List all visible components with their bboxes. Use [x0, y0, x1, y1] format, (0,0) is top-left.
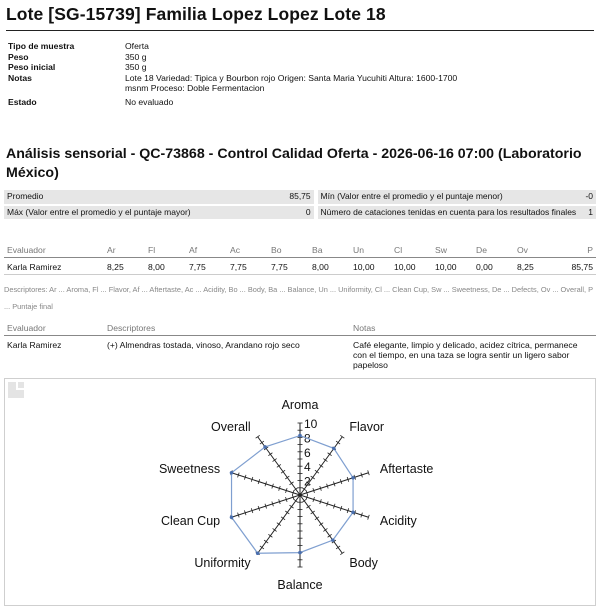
radar-tick-mark	[268, 534, 272, 537]
info-label: Notas	[8, 72, 32, 83]
cell-notes: Café elegante, limpio y delicado, acidez cítrica, permanece con el tiempo, en una taza se logra sentir un ligero sabor papeloso	[353, 340, 578, 370]
radar-data-point	[331, 538, 335, 542]
summary-row	[4, 205, 596, 221]
radar-tick-mark	[323, 459, 327, 462]
radar-tick-mark	[281, 517, 285, 520]
radar-tick-mark	[315, 517, 319, 520]
col-header: P	[555, 243, 596, 258]
summary-label-promedio: Promedio	[4, 190, 286, 205]
summary-value-promedio: 85,75	[286, 190, 313, 205]
col-header: Sw	[432, 243, 473, 258]
radar-axis-label: Clean Cup	[161, 513, 221, 528]
summary-value-count: 1	[582, 205, 596, 221]
scores-table	[4, 243, 596, 275]
info-value: Lote 18 Variedad: Tipica y Bourbon rojo Origen: Santa Maria Yucuhiti Altura: 1600-1700 msnm Proceso: Doble Fermentacion	[125, 72, 458, 94]
summary-value-max: 0	[286, 205, 313, 221]
info-value: 350 g	[125, 51, 147, 62]
cell-score: 10,00	[391, 258, 432, 275]
radar-tick-mark	[277, 464, 281, 467]
radar-tick-mark	[336, 441, 340, 444]
radar-tick-mark	[328, 534, 332, 537]
radar-tick-mark	[285, 511, 289, 514]
radar-data-point	[263, 445, 267, 449]
cell-score: 8,25	[514, 258, 555, 275]
page-title: Lote [SG-15739] Familia Lopez Lopez Lote 18	[6, 4, 386, 24]
summary-label-max: Máx (Valor entre el promedio y el puntaje mayor)	[4, 205, 286, 221]
info-label: Peso inicial	[8, 62, 56, 73]
radar-data-point	[298, 551, 302, 555]
summary-label-min: Mín (Valor entre el promedio y el puntaje menor)	[318, 190, 583, 205]
cell-score: 10,00	[432, 258, 473, 275]
radar-tick-mark	[340, 552, 344, 555]
info-row-status	[8, 94, 478, 108]
radar-tick-mark	[319, 523, 323, 526]
col-header: Af	[186, 243, 227, 258]
brand-logo-icon	[5, 379, 27, 401]
radar-tick-mark	[290, 482, 294, 485]
cell-score: 7,75	[186, 258, 227, 275]
radar-data-point	[230, 471, 234, 475]
cell-score: 0,00	[473, 258, 514, 275]
radar-tick-mark	[273, 528, 277, 531]
radar-tick-mark	[294, 499, 298, 502]
info-value: No evaluado	[125, 96, 174, 107]
col-header: Evaluador	[4, 321, 104, 336]
radar-tick-mark	[302, 499, 306, 502]
radar-axis-label: Flavor	[349, 420, 385, 435]
info-value: 350 g	[125, 62, 147, 73]
col-header: Cl	[391, 243, 432, 258]
col-header: Notas	[350, 321, 596, 336]
lot-info-table	[8, 41, 478, 108]
cell-score: 8,25	[104, 258, 145, 275]
radar-tick-mark	[315, 470, 319, 473]
radar-tick-mark	[285, 476, 289, 479]
info-label: Peso	[8, 51, 29, 62]
descriptor-legend: Descriptores: Ar ... Aroma, Fl ... Flavor, Af ... Aftertaste, Ac ... Acidity, Bo ... Body, Ba ... Balance, Un ... Uniformity, Cl ... Clean Cup, Sw ... Sweetness, De ... Defects, Ov ... Overall, P ... Puntaje final	[4, 285, 593, 311]
table-row	[4, 336, 596, 375]
radar-tick-mark	[306, 505, 310, 508]
radar-tick-label: 8	[304, 431, 311, 446]
summary-value-min: -0	[582, 190, 596, 205]
radar-data-point	[351, 476, 355, 480]
radar-tick-mark	[328, 453, 332, 456]
radar-tick-mark	[268, 453, 272, 456]
radar-tick-mark	[273, 459, 277, 462]
info-label: Estado	[8, 96, 37, 107]
info-row-initial-weight	[8, 62, 478, 73]
col-header: Fl	[145, 243, 186, 258]
info-row-weight	[8, 52, 478, 63]
summary-row	[4, 190, 596, 205]
col-header: Ba	[309, 243, 350, 258]
radar-tick-mark	[319, 464, 323, 467]
cell-score: 10,00	[350, 258, 391, 275]
radar-chart-container	[4, 378, 596, 606]
analysis-title: Análisis sensorial - QC-73868 - Control Calidad Oferta - 2026-06-16 07:00 (Laboratorio México)	[6, 146, 582, 181]
radar-axis-label: Sweetness	[158, 462, 221, 477]
table-row	[4, 258, 596, 275]
radar-tick-label: 6	[304, 445, 311, 460]
summary-label-count: Número de cataciones tenidas en cuenta para los resultados finales	[318, 205, 583, 221]
cell-evaluator: Karla Ramirez	[7, 340, 62, 350]
summary-table	[4, 190, 596, 221]
cell-score: 7,75	[268, 258, 309, 275]
radar-axis-label: Aroma	[281, 398, 319, 412]
radar-tick-mark	[290, 505, 294, 508]
cell-score: 7,75	[227, 258, 268, 275]
radar-tick-mark	[323, 528, 327, 531]
cell-score: 8,00	[145, 258, 186, 275]
radar-data-point	[230, 515, 234, 519]
col-header: Ac	[227, 243, 268, 258]
radar-tick-mark	[277, 523, 281, 526]
radar-axis-label: Body	[349, 555, 378, 570]
col-header: Ov	[514, 243, 555, 258]
radar-axis-label: Uniformity	[194, 555, 251, 570]
title-divider	[6, 30, 594, 31]
col-header: Descriptores	[104, 321, 350, 336]
radar-tick-mark	[281, 470, 285, 473]
descriptors-header-row	[4, 321, 596, 336]
radar-tick-mark	[340, 435, 344, 438]
col-header: Ar	[104, 243, 145, 258]
radar-tick-label: 4	[304, 460, 311, 475]
radar-tick-mark	[260, 441, 264, 444]
col-header: De	[473, 243, 514, 258]
descriptors-table	[4, 321, 596, 374]
info-label: Tipo de muestra	[8, 41, 75, 51]
radar-tick-mark	[294, 488, 298, 491]
col-header: Bo	[268, 243, 309, 258]
radar-tick-mark	[311, 511, 315, 514]
radar-tick-label: 10	[304, 417, 318, 431]
radar-axis-label: Acidity	[379, 513, 417, 528]
radar-tick-mark	[256, 435, 260, 438]
radar-axis-label: Balance	[277, 578, 323, 592]
radar-tick-mark	[264, 540, 268, 543]
radar-axis-label: Aftertaste	[379, 462, 434, 477]
radar-data-point	[298, 434, 302, 438]
radar-tick-mark	[336, 546, 340, 549]
radar-chart	[5, 379, 597, 607]
radar-tick-label: 2	[304, 474, 311, 489]
info-row-notes	[8, 73, 478, 94]
radar-data-point	[332, 447, 336, 451]
cell-evaluator: Karla Ramirez	[4, 258, 104, 275]
info-value: Oferta	[125, 41, 149, 51]
cell-final-score: 85,75	[555, 258, 596, 275]
col-header: Evaluador	[4, 243, 104, 258]
cell-score: 8,00	[309, 258, 350, 275]
radar-data-point	[256, 551, 260, 555]
scores-header-row	[4, 243, 596, 258]
radar-data-point	[351, 510, 355, 514]
col-header: Un	[350, 243, 391, 258]
radar-tick-mark	[311, 476, 315, 479]
radar-tick-mark	[260, 546, 264, 549]
info-row-sample-type	[8, 41, 478, 52]
cell-descriptors: (+) Almendras tostada, vinoso, Arandano rojo seco	[107, 340, 300, 350]
radar-axis-label: Overall	[211, 420, 251, 435]
